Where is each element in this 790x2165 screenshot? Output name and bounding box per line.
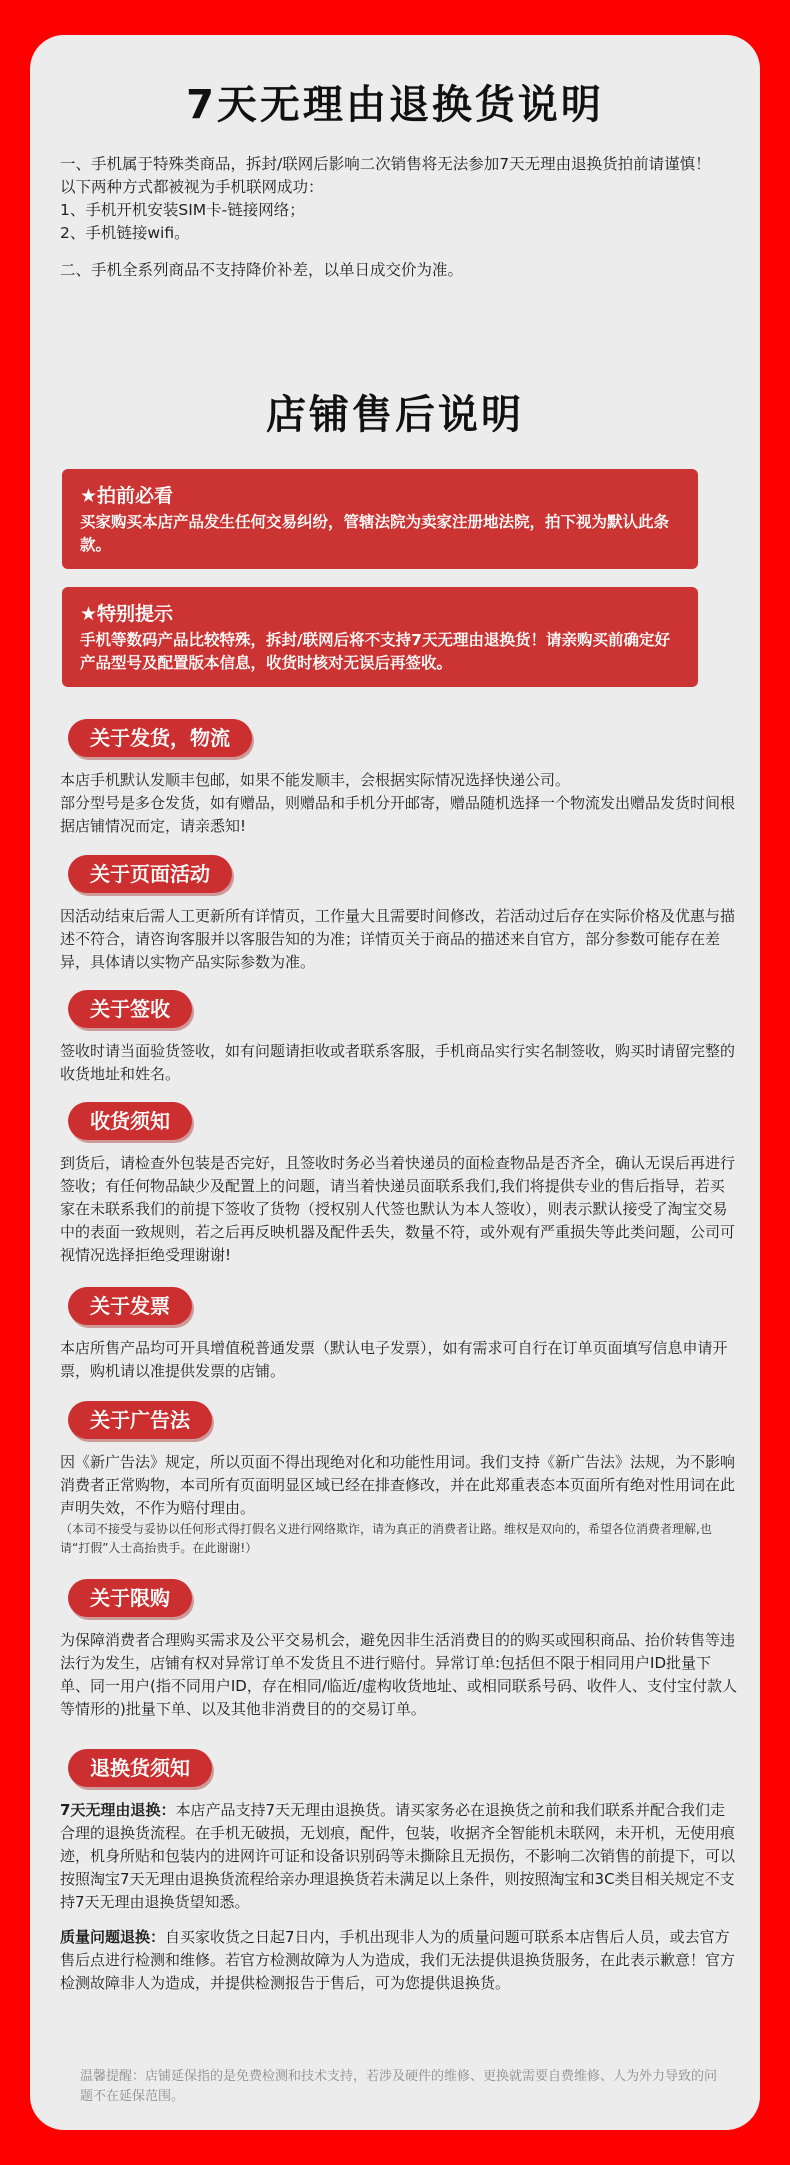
receiving-text: 到货后，请检查外包装是否完好，且签收时务必当着快递员的面检查物品是否齐全，确认无误后再进行签收；有任何物品缺少及配置上的问题，请当着快递员面联系我们,我们将提供专业的售后指导，若买家在未联系我们的前提下签收了货物（授权别人代签也默认为本人签收），则表示默认接受了淘宝交易中的表面一致规则，若之后再反映机器及配件丢失，数量不符，或外观有严重损失等此类问题，公司可视情况选择拒绝受理谢谢! (60, 1154, 736, 1264)
returns-quality-text: 自买家收货之日起7日内，手机出现非人为的质量问题可联系本店售后人员，或去官方售后点进行检测和维修。若官方检测故障为人为造成，我们无法提供退换货服务，在此表示歉意！官方检测故障非人为造成，并提供检测报告于售后，可为您提供退换货。 (60, 1928, 736, 1992)
after-sales-title: 店铺售后说明 (266, 392, 524, 438)
section-adlaw-header: 关于广告法 (68, 1401, 212, 1439)
content-card (30, 35, 760, 2130)
notice-must-read (62, 469, 698, 569)
intro-line-5: 二、手机全系列商品不支持降价补差，以单日成交价为准。 (60, 261, 464, 279)
notice-special-tip (62, 587, 698, 687)
notice-must-read-title: ★拍前必看 (80, 485, 174, 507)
section-activity-body (60, 905, 738, 974)
section-receiving-header: 收货须知 (68, 1102, 192, 1140)
shipping-text-2: 部分型号是多仓发货，如有赠品，则赠品和手机分开邮寄，赠品随机选择一个物流发出赠品发货时间根据店铺情况而定，请亲悉知! (60, 794, 736, 835)
section-returns-header: 退换货须知 (68, 1749, 212, 1787)
warm-tip: 温馨提醒：店铺延保指的是免费检测和技术支持，若涉及硬件的维修、更换就需要自费维修、人为外力导致的问题不在延保范围。 (80, 2069, 718, 2104)
section-limit-body (60, 1629, 738, 1721)
intro-line-4: 2、手机链接wifi。 (60, 224, 190, 242)
section-invoice-header: 关于发票 (68, 1287, 192, 1325)
adlaw-text: 因《新广告法》规定，所以页面不得出现绝对化和功能性用词。我们支持《新广告法》法规，为不影响消费者正常购物，本司所有页面明显区域已经在排查修改，并在此郑重表态本页面所有绝对性用词在此声明失效，不作为赔付理由。 (60, 1453, 736, 1517)
returns-quality (60, 1926, 738, 1995)
shipping-text-1: 本店手机默认发顺丰包邮，如果不能发顺丰，会根据实际情况选择快递公司。 (60, 771, 571, 789)
section-returns-body (60, 1799, 738, 1995)
section-adlaw-body (60, 1451, 738, 1558)
signing-text: 签收时请当面验货签收，如有问题请拒收或者联系客服，手机商品实行实名制签收，购买时请留完整的收货地址和姓名。 (60, 1042, 736, 1083)
adlaw-note: （本司不接受与妥协以任何形式得打假名义进行网络欺诈，请为真正的消费者让路。维权是双向的，希望各位消费者理解,也请“打假”人士高抬贵手。在此谢谢!） (60, 1522, 712, 1555)
limit-text: 为保障消费者合理购买需求及公平交易机会，避免因非生活消费目的的购买或囤积商品、抬价转售等违法行为发生，店铺有权对异常订单不发货且不进行赔付。异常订单:包括但不限于相同用户ID批量下单、同一用户(指不同用户ID，存在相同/临近/虚构收货地址、或相同联系号码、收件人、支付宝付款人等情形的)批量下单、以及其他非消费目的的交易订单。 (60, 1631, 737, 1718)
section-signing-header: 关于签收 (68, 990, 192, 1028)
activity-text: 因活动结束后需人工更新所有详情页，工作量大且需要时间修改，若活动过后存在实际价格及优惠与描述不符合，请咨询客服并以客服告知的为准；详情页关于商品的描述来自官方，部分参数可能存在差异，具体请以实物产品实际参数为准。 (60, 907, 736, 971)
intro-line-2: 以下两种方式都被视为手机联网成功： (60, 178, 324, 196)
section-invoice-body (60, 1337, 738, 1383)
section-shipping-body (60, 769, 738, 838)
section-shipping-header: 关于发货，物流 (68, 719, 252, 757)
section-limit-header: 关于限购 (68, 1579, 192, 1617)
return-policy-intro (60, 153, 720, 282)
return-policy-title: 7天无理由退换货说明 (186, 82, 604, 128)
notice-special-tip-title: ★特别提示 (80, 603, 174, 625)
invoice-text: 本店所售产品均可开具增值税普通发票（默认电子发票），如有需求可自行在订单页面填写信息申请开票，购机请以准提供发票的店铺。 (60, 1339, 728, 1380)
returns-7day-label: 7天无理由退换： (60, 1801, 176, 1819)
notice-must-read-text: 买家购买本店产品发生任何交易纠纷，管辖法院为卖家注册地法院，拍下视为默认此条款。 (80, 513, 670, 554)
intro-line-1: 一、手机属于特殊类商品，拆封/联网后影响二次销售将无法参加7天无理由退换货拍前请谨慎！ (60, 155, 711, 173)
returns-7day (60, 1799, 738, 1914)
intro-line-3: 1、手机开机安装SIM卡-链接网络； (60, 201, 305, 219)
section-receiving-body (60, 1152, 738, 1267)
returns-quality-label: 质量问题退换： (60, 1928, 166, 1946)
notice-special-tip-text: 手机等数码产品比较特殊，拆封/联网后将不支持7天无理由退换货！请亲购买前确定好产品型号及配置版本信息，收货时核对无误后再签收。 (80, 631, 670, 672)
section-signing-body (60, 1040, 738, 1086)
returns-7day-text: 本店产品支持7天无理由退换货。请买家务必在退换货之前和我们联系并配合我们走合理的退换货流程。在手机无破损，无划痕，配件，包装，收据齐全智能机未联网，未开机，无使用痕迹，机身所贴和包装内的进网许可证和设备识别码等未撕除且无损伤，不影响二次销售的前提下，可以按照淘宝7天无理由退换货流程给亲办理退换货若未满足以上条件，则按照淘宝和3C类目相关规定不支持7天无理由退换货望知悉。 (60, 1801, 736, 1911)
section-activity-header: 关于页面活动 (68, 855, 232, 893)
